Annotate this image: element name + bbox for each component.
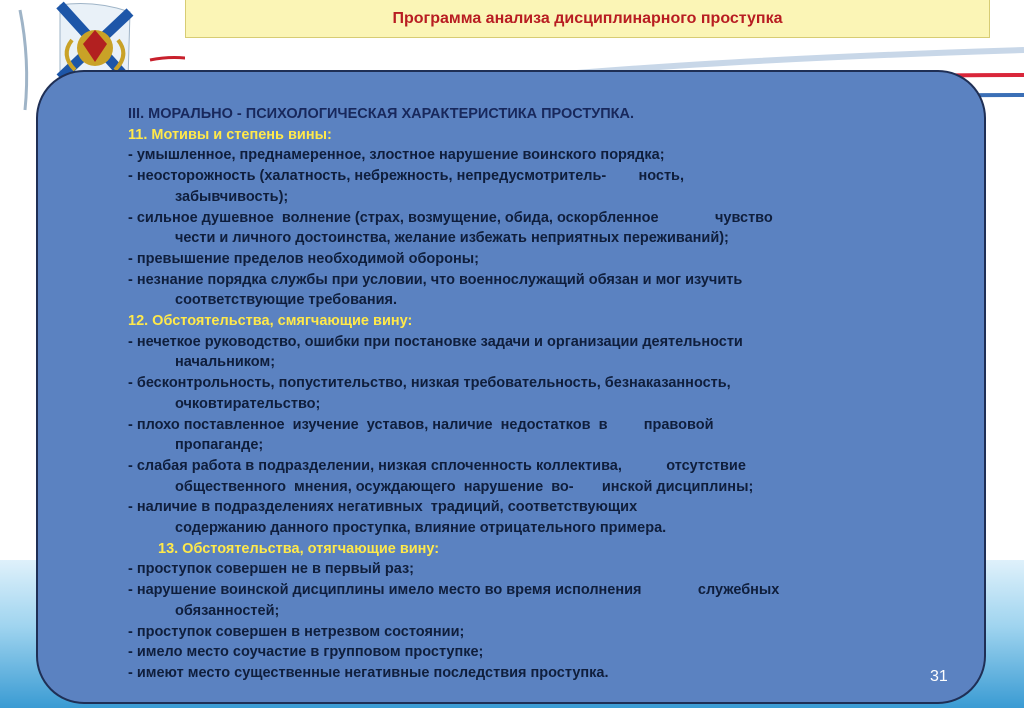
list-item: забывчивость);: [175, 188, 289, 205]
list-item: - проступок совершен не в первый раз;: [128, 561, 414, 578]
motives-heading: 11. Мотивы и степень вины:: [128, 126, 332, 143]
list-item: начальником;: [175, 354, 276, 371]
list-item: общественного мнения, осуждающего нарушение во- инской дисциплины;: [175, 478, 754, 495]
list-item: - слабая работа в подразделении, низкая сплоченность коллектива, отсутствие: [128, 457, 746, 474]
list-item: - незнание порядка службы при условии, что военнослужащий обязан и мог изучить: [128, 271, 743, 288]
section-title: III. МОРАЛЬНО - ПСИХОЛОГИЧЕСКАЯ ХАРАКТЕРИСТИКА ПРОСТУПКА.: [128, 106, 635, 122]
list-item: - сильное душевное волнение (страх, возмущение, обида, оскорбленное чувство: [128, 209, 773, 226]
aggravating-heading: 13. Обстоятельства, отягчающие вину:: [158, 540, 440, 557]
list-item: - нечеткое руководство, ошибки при постановке задачи и организации деятельности: [128, 333, 743, 350]
content-text: [128, 104, 1018, 684]
list-item: - умышленное, преднамеренное, злостное нарушение воинского порядка;: [128, 147, 665, 164]
list-item: - нарушение воинской дисциплины имело место во время исполнения служебных: [128, 582, 780, 599]
list-item: - проступок совершен в нетрезвом состоянии;: [128, 623, 465, 640]
list-item: содержанию данного проступка, влияние отрицательного примера.: [175, 520, 667, 537]
list-item: чести и личного достоинства, желание избежать неприятных переживаний);: [175, 230, 729, 247]
list-item: - плохо поставленное изучение уставов, наличие недостатков в правовой: [128, 416, 714, 433]
list-item: соответствующие требования.: [175, 292, 398, 309]
list-item: - наличие в подразделениях негативных традиций, соответствующих: [128, 499, 638, 516]
list-item: пропаганде;: [175, 437, 264, 454]
list-item: - бесконтрольность, попустительство, низкая требовательность, безнаказанность,: [128, 375, 731, 392]
list-item: - неосторожность (халатность, небрежность, непредусмотритель- ность,: [128, 168, 684, 185]
list-item: очковтирательство;: [175, 395, 321, 412]
list-item: - имело место соучастие в групповом проступке;: [128, 644, 484, 661]
list-item: обязанностей;: [175, 602, 280, 619]
list-item: - имеют место существенные негативные последствия проступка.: [128, 664, 609, 681]
mitigating-heading: 12. Обстоятельства, смягчающие вину:: [128, 313, 413, 330]
page-number: 31: [930, 668, 948, 685]
slide-title: Программа анализа дисциплинарного проступка: [185, 0, 990, 38]
list-item: - превышение пределов необходимой обороны;: [128, 250, 479, 267]
